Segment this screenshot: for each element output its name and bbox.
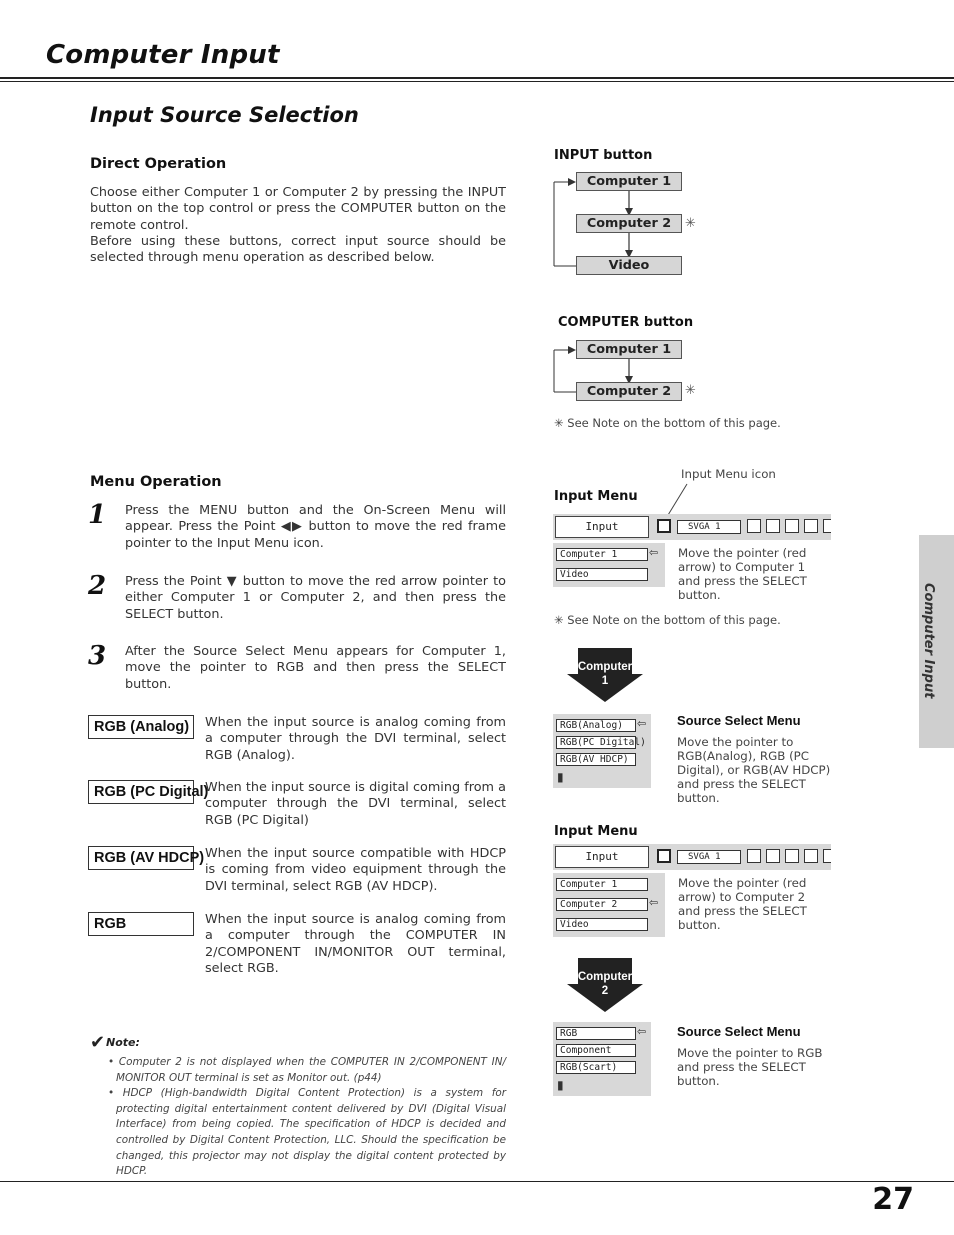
direct-operation-heading: Direct Operation: [90, 156, 227, 172]
header-rule-thin: [0, 81, 954, 82]
input-menu-label: Input Menu: [554, 824, 638, 839]
menu-item: RGB(Scart): [556, 1061, 636, 1074]
step-text: After the Source Select Menu appears for Computer 1, move the pointer to RGB and then press the SELECT button.: [125, 644, 506, 692]
menu-icon: [823, 519, 831, 533]
arrow-label: Computer: [577, 661, 633, 673]
pointer-arrow-icon: ⇦: [649, 546, 659, 559]
computer-button-label: COMPUTER button: [558, 315, 694, 330]
step-number: 1: [88, 500, 107, 530]
step-number: 2: [88, 571, 107, 601]
step-number: 3: [88, 641, 107, 671]
mode-readout: SVGA 1: [677, 850, 741, 864]
menu-icon: [766, 519, 780, 533]
side-tab-label: Computer Input: [921, 583, 936, 699]
menu-icon: [823, 849, 831, 863]
menu-item: Video: [556, 568, 648, 581]
step-text: Press the Point ▼ button to move the red arrow pointer to either Computer 1 or Computer 2, and then press the SELECT button.: [125, 574, 506, 622]
menu-item: Video: [556, 918, 648, 931]
source-select-heading: Source Select Menu: [677, 1024, 801, 1039]
note-list: [108, 1055, 506, 1180]
input-menu-label: Input Menu: [554, 489, 638, 504]
mode-label-rgb: RGB: [88, 912, 194, 936]
note-star: ✳: [685, 216, 696, 231]
see-note-text: ✳ See Note on the bottom of this page.: [554, 416, 781, 430]
menu-item: Computer 1: [556, 548, 648, 561]
input-menu-icon-caption: Input Menu icon: [681, 467, 776, 481]
menu-item: Computer 1: [556, 878, 648, 891]
input-menu-panel: [553, 543, 665, 587]
source-select-panel: [553, 714, 651, 788]
menu-operation-heading: Menu Operation: [90, 474, 222, 490]
page-number: 27: [872, 1182, 914, 1217]
input-menu-icon: [657, 519, 671, 533]
down-arrow-computer2: [567, 958, 643, 1010]
page-title: Computer Input: [46, 40, 280, 70]
mode-description: When the input source is digital coming from a computer through the DVI terminal, select RGB (PC Digital): [205, 780, 506, 828]
menu-icon: [785, 849, 799, 863]
checkmark-icon: ✔: [90, 1032, 106, 1053]
input-flow-video: Video: [576, 256, 682, 275]
down-arrow-computer1: [567, 648, 643, 700]
mode-readout: SVGA 1: [677, 520, 741, 534]
input-menu-description: Move the pointer (red arrow) to Computer 1 and press the SELECT button.: [678, 546, 807, 602]
mode-description: When the input source compatible with HDCP is coming from video equipment through the DVI terminal, select RGB (AV HDCP).: [205, 846, 506, 894]
computer-flow-computer1: Computer 1: [576, 340, 682, 359]
pointer-arrow-icon: ⇦: [649, 896, 659, 909]
back-arrow-icon: ▮: [557, 1078, 564, 1092]
input-menu-field: Input: [555, 846, 649, 868]
source-select-description: Move the pointer to RGB and press the SELECT button.: [677, 1046, 823, 1088]
input-flow-computer2: Computer 2: [576, 214, 682, 233]
header-rule: [0, 77, 954, 79]
side-tab: [919, 535, 954, 748]
mode-label-rgb-pc-digital: RGB (PC Digital): [88, 780, 194, 804]
input-menu-bar: [553, 844, 831, 870]
menu-item: RGB(AV HDCP): [556, 753, 636, 766]
see-note-text: ✳ See Note on the bottom of this page.: [554, 613, 781, 627]
menu-icon: [747, 519, 761, 533]
menu-item: Computer 2: [556, 898, 648, 911]
menu-item: Component: [556, 1044, 636, 1057]
menu-icon: [804, 519, 818, 533]
input-button-label: INPUT button: [554, 148, 653, 163]
menu-item: RGB: [556, 1027, 636, 1040]
pointer-arrow-icon: ⇦: [637, 717, 647, 730]
input-flow-computer1: Computer 1: [576, 172, 682, 191]
note-item: • Computer 2 is not displayed when the COMPUTER IN 2/COMPONENT IN/ MONITOR OUT terminal is set as Monitor out. (p44): [108, 1056, 506, 1084]
source-select-heading: Source Select Menu: [677, 713, 801, 728]
direct-operation-text: Choose either Computer 1 or Computer 2 by pressing the INPUT button on the top control or press the COMPUTER button on the remote control. Before using these buttons, correct input source should be selected through menu operation as described below.: [90, 185, 506, 266]
mode-description: When the input source is analog coming from a computer through the COMPUTER IN 2/COMPONENT IN/MONITOR OUT terminal, select RGB.: [205, 912, 506, 976]
section-title: Input Source Selection: [90, 103, 359, 127]
mode-description: When the input source is analog coming from a computer through the DVI terminal, select RGB (Analog).: [205, 715, 506, 763]
input-menu-description: Move the pointer (red arrow) to Computer 2 and press the SELECT button.: [678, 876, 807, 932]
mode-label-rgb-av-hdcp: RGB (AV HDCP): [88, 846, 194, 870]
pointer-arrow-icon: ⇦: [637, 1025, 647, 1038]
menu-icon: [747, 849, 761, 863]
note-item: • HDCP (High-bandwidth Digital Content Protection) is a system for protecting digital entertainment content delivered by DVI (Digital Visual Interface) from being copied. The specification of HDCP is decided and controlled by Digital Content Protection, LLC. Should the specification be changed, this projector may not display the digital content protected by HDCP.: [108, 1087, 506, 1178]
note-star: ✳: [685, 383, 696, 398]
menu-item: RGB(Analog): [556, 719, 636, 732]
menu-icon: [785, 519, 799, 533]
step-text: Press the MENU button and the On-Screen Menu will appear. Press the Point ◀▶ button to move the red frame pointer to the Input Menu icon.: [125, 503, 506, 551]
computer-flow-computer2: Computer 2: [576, 382, 682, 401]
footer-rule: [0, 1181, 954, 1182]
input-menu-icon: [657, 849, 671, 863]
arrow-label: Computer: [577, 971, 633, 983]
input-menu-bar: [553, 514, 831, 540]
menu-icon: [804, 849, 818, 863]
arrow-label-num: 1: [601, 675, 609, 687]
input-menu-field: Input: [555, 516, 649, 538]
mode-label-rgb-analog: RGB (Analog): [88, 715, 194, 739]
arrow-label-num: 2: [601, 985, 609, 997]
source-select-description: Move the pointer to RGB(Analog), RGB (PC Digital), or RGB(AV HDCP) and press the SELECT button.: [677, 735, 831, 805]
menu-icon: [766, 849, 780, 863]
input-menu-panel: [553, 873, 665, 937]
menu-item: RGB(PC Digital): [556, 736, 636, 749]
back-arrow-icon: ▮: [557, 770, 564, 784]
source-select-panel: [553, 1022, 651, 1096]
note-label: Note:: [106, 1036, 140, 1049]
